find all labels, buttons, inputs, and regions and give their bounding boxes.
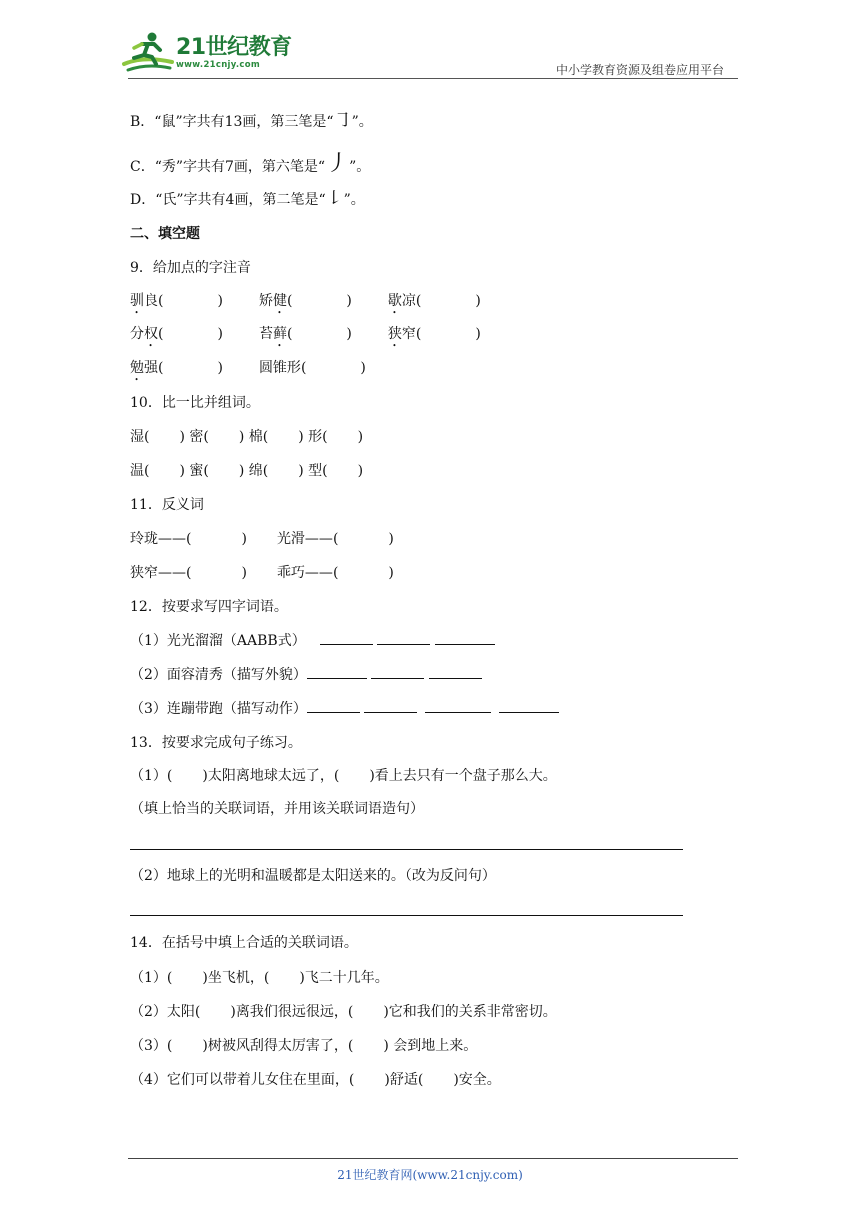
- option-c: C．“秀”字共有7画，第六笔是“㇓”。: [130, 149, 371, 177]
- q14-item: （4）它们可以带着儿女住在里面，( )舒适( )安全。: [130, 1072, 501, 1088]
- q12-title: 12．按要求写四字词语。: [130, 599, 288, 615]
- stroke-glyph: ㇙: [325, 188, 344, 209]
- section-title: 二、填空题: [130, 226, 200, 242]
- q13-item: （2）地球上的光明和温暖都是太阳送来的。（改为反问句）: [130, 868, 496, 884]
- q10-row: 湿( ) 密( ) 棉( ) 形( ): [130, 429, 364, 445]
- q10-row: 温( ) 蜜( ) 绵( ) 型( ): [130, 463, 364, 479]
- q11-row: 狭窄——( ) 乖巧——( ): [130, 565, 394, 581]
- q14-item: （1）( )坐飞机，( )飞二十几年。: [130, 970, 389, 986]
- q12-item: （3）连蹦带跑（描写动作）: [130, 700, 559, 718]
- footer-divider: [128, 1158, 738, 1159]
- stroke-glyph: ㇓: [325, 149, 350, 177]
- q12-item: （1）光光溜溜（AABB式）: [130, 632, 495, 650]
- logo: [120, 28, 295, 80]
- page-header: [0, 0, 860, 80]
- option-b: B．“鼠”字共有13画，第三笔是“㇆”。: [130, 110, 373, 131]
- header-divider: [128, 78, 738, 79]
- q11-row: 玲珑——( ) 光滑——( ): [130, 531, 394, 547]
- runner-logo-icon: [120, 28, 176, 78]
- logo-text: 21世纪教育: [176, 35, 292, 60]
- q13-hint: （填上恰当的关联词语，并用该关联词语造句）: [130, 801, 424, 817]
- answer-line: [130, 849, 683, 850]
- q9-row: 分权( ) 苔藓( ) 狭窄( ): [130, 326, 481, 342]
- answer-line: [130, 915, 683, 916]
- option-d: D．“氏”字共有4画，第二笔是“㇙”。: [130, 188, 365, 209]
- q13-item: （1）( )太阳离地球太远了，( )看上去只有一个盘子那么大。: [130, 768, 557, 784]
- logo-url: www.21cnjy.com: [176, 60, 260, 70]
- q10-title: 10．比一比并组词。: [130, 395, 260, 411]
- footer-link[interactable]: 21世纪教育网(www.21cnjy.com): [337, 1168, 523, 1182]
- q9-row: 勉强( ) 圆锥形( ): [130, 360, 366, 376]
- q14-item: （2）太阳( )离我们很远很远，( )它和我们的关系非常密切。: [130, 1004, 557, 1020]
- stroke-glyph: ㇆: [333, 110, 352, 131]
- q13-title: 13．按要求完成句子练习。: [130, 735, 302, 751]
- q12-item: （2）面容清秀（描写外貌）: [130, 666, 482, 684]
- q14-title: 14．在括号中填上合适的关联词语。: [130, 935, 358, 951]
- platform-title: 中小学教育资源及组卷应用平台: [555, 63, 724, 77]
- q14-item: （3）( )树被风刮得太厉害了，( ) 会到地上来。: [130, 1038, 478, 1054]
- q11-title: 11．反义词: [130, 497, 204, 513]
- q9-title: 9．给加点的字注音: [130, 260, 251, 276]
- q9-row: 驯良( ) 矫健( ) 歇凉( ): [130, 293, 481, 309]
